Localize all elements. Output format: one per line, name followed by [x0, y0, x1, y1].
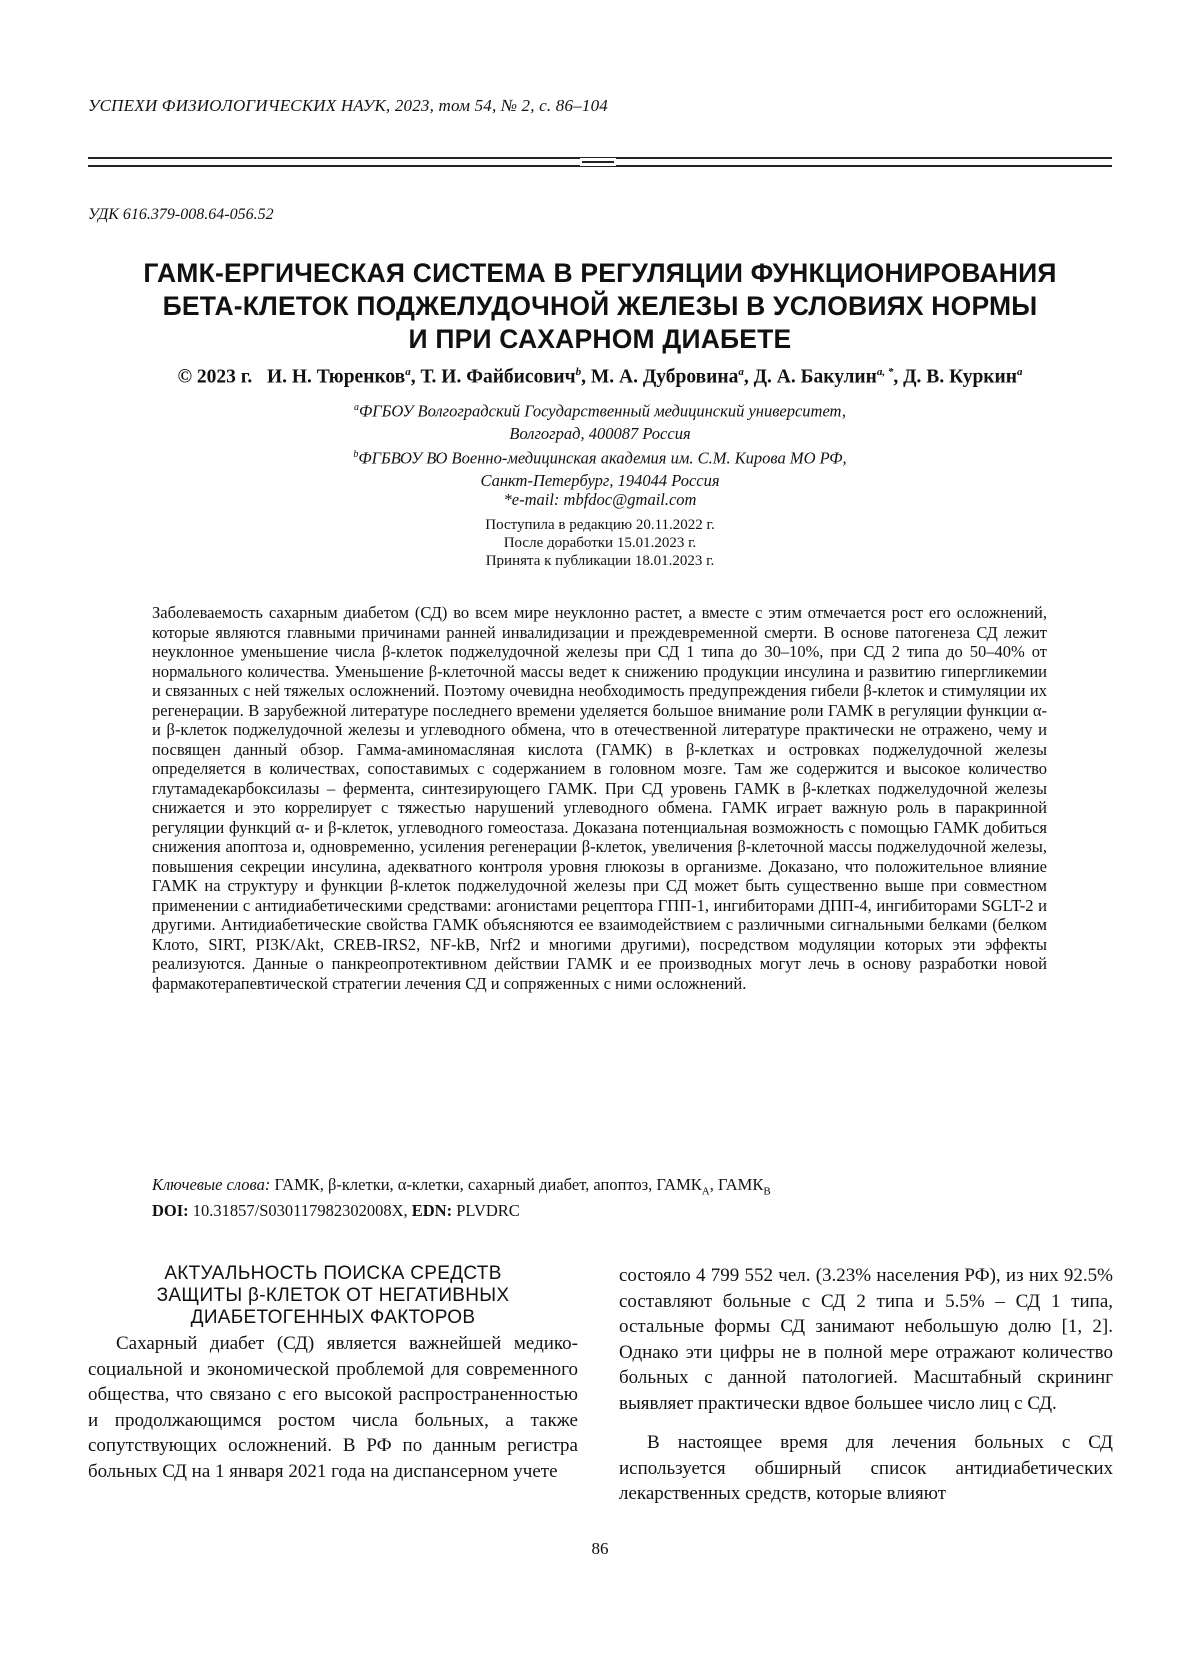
doi-value[interactable]: 10.31857/S030117982302008X, — [193, 1201, 408, 1220]
keyword-subscript: B — [763, 1185, 770, 1197]
right-column — [619, 1263, 1113, 1507]
body-paragraph: состояло 4 799 552 чел. (3.23% населения РФ), из них 92.5% составляют больные с СД 2 типа и 5.5% – СД 1 типа, остальные формы СД занимают небольшую долю [1, 2]. Однако эти цифры не в полной мере отражают количество больных с данной патологией. Масштабный скрининг выявляет практически вдвое большее число лиц с СД. — [619, 1263, 1113, 1416]
author-affiliation-mark: a — [1017, 366, 1023, 378]
body-paragraph: В настоящее время для лечения больных с СД используется обширный список антидиабетических лекарственных средств, которые влияют — [619, 1430, 1113, 1507]
title-line: БЕТА-КЛЕТОК ПОДЖЕЛУДОЧНОЙ ЖЕЛЕЗЫ В УСЛОВИЯХ НОРМЫ — [60, 290, 1140, 323]
contact-email[interactable]: *e-mail: mbfdoc@gmail.com — [100, 490, 1100, 510]
affiliation-line: ФГБОУ Волгоградский Государственный медицинский университет, — [359, 402, 846, 421]
affiliation-1 — [100, 397, 1100, 445]
doi-label: DOI: — [152, 1201, 189, 1220]
article-dates — [100, 516, 1100, 570]
edn-value: PLVDRC — [456, 1201, 520, 1220]
affiliation-mark: b — [353, 449, 358, 460]
section-title-line: ЗАЩИТЫ β-КЛЕТОК ОТ НЕГАТИВНЫХ — [88, 1285, 578, 1307]
section-title — [88, 1263, 578, 1329]
keywords-text: ГАМК, β-клетки, α-клетки, сахарный диабет, апоптоз, ГАМК — [274, 1175, 701, 1194]
body-paragraph: Сахарный диабет (СД) является важнейшей медико-социальной и экономической проблемой для современного общества, что связано с его высокой распространенностью и продолжающимся ростом числа больных, а также сопутствующих осложнений. В РФ по данным регистра больных СД на 1 января 2021 года на диспансерном учете — [88, 1331, 578, 1484]
abstract — [152, 603, 1047, 993]
affiliation-line: ФГБВОУ ВО Военно-медицинская академия им. С.М. Кирова МО РФ, — [358, 449, 846, 468]
author-list: © 2023 г. И. Н. Тюренковa, Т. И. Файбисовичb, М. А. Дубровинаa, Д. А. Бакулинa, *, Д. В. Куркинa — [60, 366, 1140, 389]
affiliation-2 — [100, 444, 1100, 492]
affiliation-mark: a — [354, 402, 359, 413]
edn-label: EDN: — [412, 1201, 452, 1220]
author-affiliation-mark: a — [738, 366, 744, 378]
journal-header: УСПЕХИ ФИЗИОЛОГИЧЕСКИХ НАУК, 2023, том 54, № 2, с. 86–104 — [88, 96, 608, 116]
author: Д. А. Бакулин — [754, 367, 877, 388]
title-line: ГАМК-ЕРГИЧЕСКАЯ СИСТЕМА В РЕГУЛЯЦИИ ФУНКЦИОНИРОВАНИЯ — [60, 257, 1140, 290]
copyright: © 2023 г. — [177, 367, 252, 388]
page-number: 86 — [0, 1539, 1200, 1559]
keywords-label: Ключевые слова: — [152, 1175, 270, 1194]
identifiers — [152, 1201, 520, 1221]
date-received: Поступила в редакцию 20.11.2022 г. — [100, 516, 1100, 534]
date-revised: После доработки 15.01.2023 г. — [100, 534, 1100, 552]
affiliation-line: Волгоград, 400087 Россия — [100, 423, 1100, 445]
title-line: И ПРИ САХАРНОМ ДИАБЕТЕ — [60, 323, 1140, 356]
keywords — [152, 1175, 771, 1197]
udc-code: УДК 616.379-008.64-056.52 — [88, 206, 274, 224]
article-title — [60, 257, 1140, 356]
author: Д. В. Куркин — [903, 367, 1017, 388]
section-title-line: АКТУАЛЬНОСТЬ ПОИСКА СРЕДСТВ — [88, 1263, 578, 1285]
author: М. А. Дубровина — [591, 367, 739, 388]
keyword-subscript: A — [702, 1185, 710, 1197]
abstract-text: Заболеваемость сахарным диабетом (СД) во всем мире неуклонно растет, а вместе с этим отмечается рост его осложнений, которые являются главными причинами ранней инвалидизации и преждевременной смерти. В основе патогенеза СД лежит неуклонное уменьшение числа β-клеток поджелудочной железы при СД 1 типа до 30–10%, при СД 2 типа до 50–40% от нормального количества. Уменьшение β-клеточной массы ведет к снижению продукции инсулина и развитию гипергликемии и связанных с ней тяжелых осложнений. Поэтому очевидна необходимость предупреждения гибели β-клеток и стимуляции их регенерации. В зарубежной литературе последнего времени уделяется большое внимание роли ГАМК в регуляции функции α- и β-клеток поджелудочной железы и углеводного обмена, что в отечественной литературе практически не отражено, чему и посвящен данный обзор. Гамма-аминомасляная кислота (ГАМК) в β-клетках и островках поджелудочной железы определяется в количествах, сопоставимых с содержанием в головном мозге. Там же содержится и высокое количество глутамадекарбоксилазы – фермента, синтезирующего ГАМК. При СД уровень ГАМК в β-клетках поджелудочной железы снижается и это коррелирует с тяжестью нарушений углеводного обмена. ГАМК играет важную роль в паракринной регуляции функций α- и β-клеток, углеводного гомеостаза. Доказана потенциальная возможность с помощью ГАМК добиться снижения апоптоза и, одновременно, усиления регенерации β-клеток, увеличения β-клеточной массы поджелудочной железы, повышения секреции инсулина, адекватного контроля уровня глюкозы в организме. Доказано, что положительное влияние ГАМК на структуру и функции β-клеток поджелудочной железы при СД может быть существенно выше при совместном применении с антидиабетическими средствами: агонистами рецептора ГПП-1, ингибиторами ДПП-4, ингибиторами SGLT-2 и другими. Антидиабетические свойства ГАМК объясняются ее взаимодействием с различными сигнальными белками (белком Клото, SIRT, PI3K/Akt, CREB-IRS2, NF-kB, Nrf2 и многими другими), посредством модуляции которых эти эффекты реализуются. Данные о панкреопротективном действии ГАМК и ее производных могут лечь в основу разработки новой фармакотерапевтической стратегии лечения СД и сопряженных с ними осложнений. — [152, 603, 1047, 993]
affiliation-line: Санкт-Петербург, 194044 Россия — [100, 470, 1100, 492]
section-title-line: ДИАБЕТОГЕННЫХ ФАКТОРОВ — [88, 1307, 578, 1329]
author: И. Н. Тюренков — [267, 367, 405, 388]
author-affiliation-mark: a — [405, 366, 411, 378]
keywords-separator: , ГАМК — [710, 1175, 764, 1194]
header-rule-mark — [580, 158, 616, 166]
author-affiliation-mark: b — [576, 366, 582, 378]
author-affiliation-mark: a, * — [877, 366, 894, 378]
author: Т. И. Файбисович — [420, 367, 575, 388]
left-column — [88, 1263, 578, 1484]
date-accepted: Принята к публикации 18.01.2023 г. — [100, 552, 1100, 570]
